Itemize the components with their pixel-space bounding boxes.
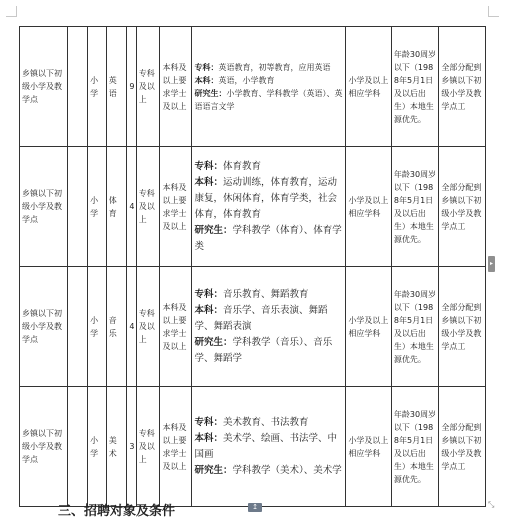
major-text: 英语，小学教育 — [218, 75, 275, 85]
note-cell: 全部分配到乡镇以下初级小学及教学点工 — [439, 147, 486, 267]
major-cell — [192, 147, 346, 267]
age-cell: 年龄30周岁以下（1988年5月1日及以后出生）本地生源优先。 — [391, 147, 439, 267]
major-label: 本科： — [194, 176, 223, 188]
count-cell: 4 — [127, 147, 136, 267]
side-expand-tab[interactable] — [488, 256, 495, 272]
count-cell: 4 — [127, 267, 136, 387]
major-label: 研究生： — [194, 464, 233, 476]
degree-cell: 本科及以上要求学士及以上 — [160, 387, 192, 507]
level-cell: 小学 — [88, 27, 107, 147]
table-row — [20, 147, 486, 267]
blank-cell — [67, 147, 88, 267]
degree-cell: 本科及以上要求学士及以上 — [160, 147, 192, 267]
education-cell: 专科及以上 — [136, 387, 160, 507]
major-text: 学科教学（美术）、美术学 — [232, 464, 342, 476]
major-line — [194, 431, 343, 463]
major-line — [194, 303, 343, 335]
major-label: 本科： — [194, 304, 223, 316]
education-cell: 专科及以上 — [136, 147, 160, 267]
resize-grip-icon[interactable]: ⤡ — [488, 500, 495, 509]
blank-cell — [67, 27, 88, 147]
level-cell: 小学 — [88, 147, 107, 267]
recruitment-table — [19, 26, 486, 507]
float-toolbar-button[interactable] — [248, 503, 262, 512]
major-label: 本科： — [194, 75, 219, 85]
major-cell — [192, 27, 346, 147]
count-cell: 9 — [127, 27, 136, 147]
level-cell: 小学 — [88, 387, 107, 507]
area-cell: 乡镇以下初级小学及教学点 — [20, 387, 68, 507]
age-cell: 年龄30周岁以下（1988年5月1日及以后出生）本地生源优先。 — [391, 387, 439, 507]
major-label: 专科： — [194, 62, 219, 72]
age-cell: 年龄30周岁以下（1988年5月1日及以后出生）本地生源优先。 — [391, 267, 439, 387]
major-label: 研究生： — [194, 224, 233, 236]
table-row — [20, 27, 486, 147]
level-cell: 小学 — [88, 267, 107, 387]
major-line — [194, 61, 343, 74]
major-line — [194, 415, 343, 431]
major-cell — [192, 387, 346, 507]
table-row — [20, 267, 486, 387]
related-subject-cell: 小学及以上相应学科 — [346, 27, 391, 147]
degree-cell: 本科及以上要求学士及以上 — [160, 27, 192, 147]
major-line — [194, 463, 343, 479]
subject-cell: 英语 — [106, 27, 127, 147]
major-text: 美术学、绘画、书法学、中国画 — [194, 432, 338, 460]
major-label: 专科： — [194, 160, 223, 172]
note-cell: 全部分配到乡镇以下初级小学及教学点工 — [439, 267, 486, 387]
area-cell: 乡镇以下初级小学及教学点 — [20, 27, 68, 147]
major-line — [194, 87, 343, 113]
major-text: 美术教育、书法教育 — [223, 416, 309, 428]
major-label: 专科： — [194, 288, 223, 300]
blank-cell — [67, 267, 88, 387]
major-text: 音乐教育、舞蹈教育 — [223, 288, 309, 300]
table-row — [20, 387, 486, 507]
blank-cell — [67, 387, 88, 507]
note-cell: 全部分配到乡镇以下初级小学及教学点工 — [439, 387, 486, 507]
section-heading: 三、招聘对象及条件 — [58, 504, 176, 519]
major-text: 体育教育 — [223, 160, 262, 172]
subject-cell: 美术 — [106, 387, 127, 507]
related-subject-cell: 小学及以上相应学科 — [346, 267, 391, 387]
major-line — [194, 223, 343, 255]
page-corner-mark — [6, 6, 17, 17]
major-label: 研究生： — [194, 88, 227, 98]
major-text: 运动训练，体育教育，运动康复，休闲体育，体育学类，社会体育，体育教育 — [194, 176, 338, 220]
area-cell: 乡镇以下初级小学及教学点 — [20, 147, 68, 267]
major-line — [194, 159, 343, 175]
major-label: 研究生： — [194, 336, 233, 348]
major-text: 学科教学（体育）、体育学类 — [194, 224, 342, 252]
related-subject-cell: 小学及以上相应学科 — [346, 387, 391, 507]
major-line — [194, 335, 343, 367]
major-text: 小学教育、学科教学（英语）、英语语言文学 — [194, 88, 343, 111]
related-subject-cell: 小学及以上相应学科 — [346, 147, 391, 267]
count-cell: 3 — [127, 387, 136, 507]
upload-icon: ↥ — [252, 503, 258, 511]
age-cell: 年龄30周岁以下（1988年5月1日及以后出生）本地生源优先。 — [391, 27, 439, 147]
subject-cell: 音乐 — [106, 267, 127, 387]
education-cell: 专科及以上 — [136, 27, 160, 147]
degree-cell: 本科及以上要求学士及以上 — [160, 267, 192, 387]
major-text: 学科教学（音乐）、音乐学、舞蹈学 — [194, 336, 333, 364]
major-label: 本科： — [194, 432, 223, 444]
page-corner-mark — [488, 6, 499, 17]
major-line — [194, 287, 343, 303]
major-text: 英语教育，初等教育，应用英语 — [218, 62, 331, 72]
major-line — [194, 175, 343, 223]
education-cell: 专科及以上 — [136, 267, 160, 387]
major-cell — [192, 267, 346, 387]
major-line — [194, 74, 343, 87]
major-label: 专科： — [194, 416, 223, 428]
subject-cell: 体育 — [106, 147, 127, 267]
area-cell: 乡镇以下初级小学及教学点 — [20, 267, 68, 387]
expand-icon: ▸ — [489, 260, 493, 267]
major-text: 音乐学、音乐表演、舞蹈学、舞蹈表演 — [194, 304, 328, 332]
note-cell: 全部分配到乡镇以下初级小学及教学点工 — [439, 27, 486, 147]
